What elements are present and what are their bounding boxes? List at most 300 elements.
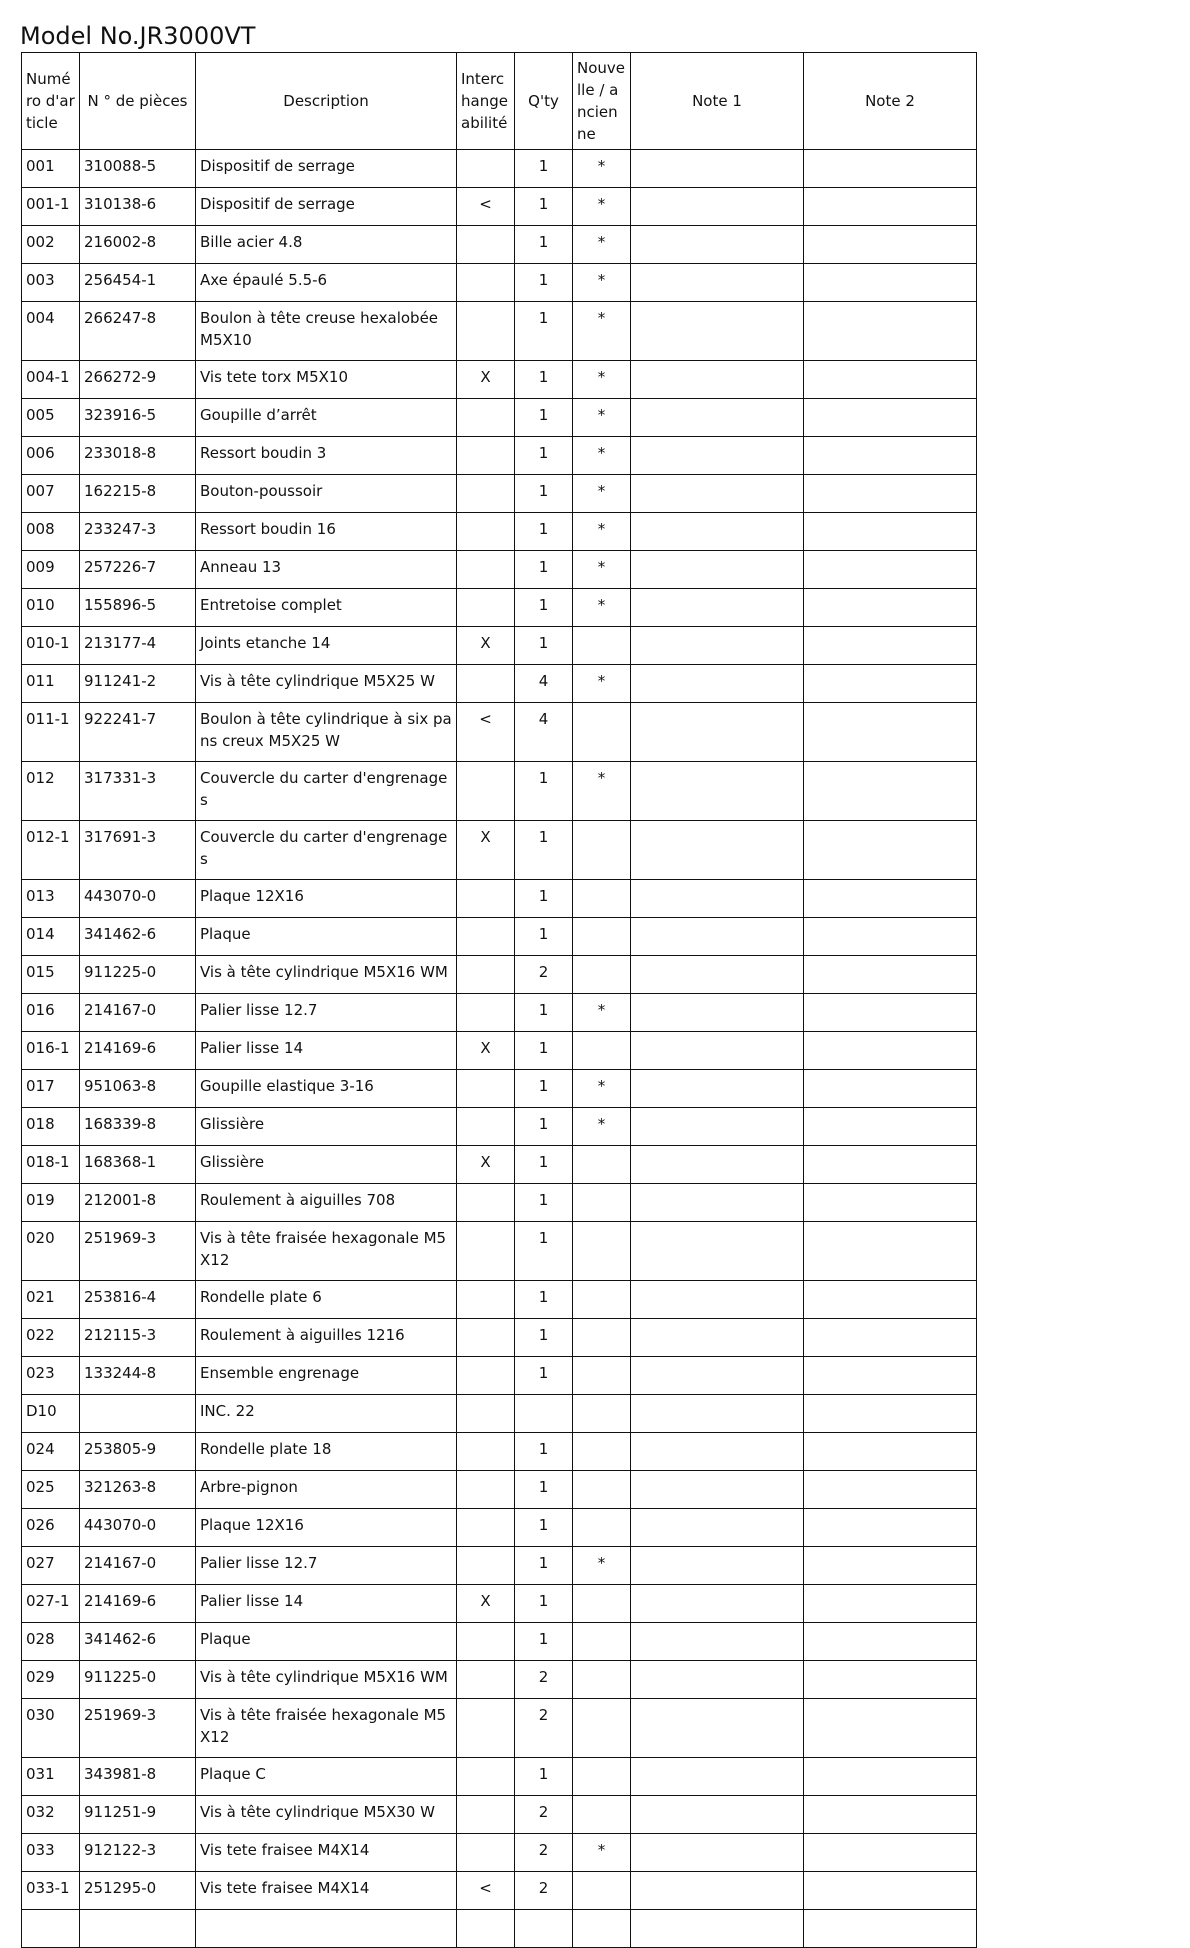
cell-note-1 — [631, 1146, 804, 1184]
cell-description: Vis à tête cylindrique M5X16 WM — [196, 1661, 457, 1699]
cell-new-old — [573, 703, 631, 762]
cell-item-number: 018 — [22, 1108, 80, 1146]
table-row — [22, 1585, 977, 1623]
cell-description: Ressort boudin 16 — [196, 513, 457, 551]
cell-new-old — [573, 1184, 631, 1222]
cell-quantity: 1 — [515, 1319, 573, 1357]
cell-part-number: 253816-4 — [80, 1281, 196, 1319]
cell-item-number: 002 — [22, 226, 80, 264]
table-row — [22, 665, 977, 703]
cell-item-number: 019 — [22, 1184, 80, 1222]
cell-quantity: 1 — [515, 1146, 573, 1184]
table-row — [22, 821, 977, 880]
cell-quantity: 1 — [515, 1070, 573, 1108]
cell-interchangeability — [457, 880, 515, 918]
cell-new-old — [573, 1661, 631, 1699]
cell-description: Ensemble engrenage — [196, 1357, 457, 1395]
cell-note-2 — [804, 956, 977, 994]
cell-note-1 — [631, 1834, 804, 1872]
cell-interchangeability — [457, 1184, 515, 1222]
cell-interchangeability — [457, 1699, 515, 1758]
cell-part-number: 317331-3 — [80, 762, 196, 821]
cell-part-number: 341462-6 — [80, 918, 196, 956]
cell-item-number: D10 — [22, 1395, 80, 1433]
table-row — [22, 399, 977, 437]
cell-note-1 — [631, 1319, 804, 1357]
cell-part-number: 213177-4 — [80, 627, 196, 665]
cell-note-1 — [631, 1070, 804, 1108]
column-header-description: Description — [196, 53, 457, 150]
cell-description: Boulon à tête creuse hexalobée M5X10 — [196, 302, 457, 361]
cell-note-2 — [804, 1032, 977, 1070]
cell-item-number: 027 — [22, 1547, 80, 1585]
cell-item-number: 020 — [22, 1222, 80, 1281]
cell-new-old: * — [573, 762, 631, 821]
table-row — [22, 361, 977, 399]
cell-part-number: 443070-0 — [80, 880, 196, 918]
cell-quantity: 2 — [515, 1872, 573, 1910]
cell-note-2 — [804, 437, 977, 475]
cell-note-2 — [804, 1357, 977, 1395]
cell-new-old: * — [573, 1547, 631, 1585]
cell-note-1 — [631, 627, 804, 665]
table-row — [22, 513, 977, 551]
cell-interchangeability — [457, 956, 515, 994]
cell-interchangeability — [457, 1547, 515, 1585]
cell-note-1 — [631, 665, 804, 703]
cell-interchangeability — [457, 437, 515, 475]
cell-note-2 — [804, 1872, 977, 1910]
cell-new-old: * — [573, 437, 631, 475]
cell-note-1 — [631, 361, 804, 399]
column-header-item: Numéro d'article — [22, 53, 80, 150]
cell-note-1 — [631, 1222, 804, 1281]
cell-new-old — [573, 1872, 631, 1910]
cell-item-number: 032 — [22, 1796, 80, 1834]
cell-note-2 — [804, 918, 977, 956]
column-header-part: N ° de pièces — [80, 53, 196, 150]
cell-quantity: 1 — [515, 1184, 573, 1222]
table-row — [22, 1032, 977, 1070]
cell-part-number: 251969-3 — [80, 1222, 196, 1281]
cell-part-number: 266247-8 — [80, 302, 196, 361]
cell-part-number: 212001-8 — [80, 1184, 196, 1222]
cell-note-2 — [804, 1910, 977, 1948]
cell-note-2 — [804, 880, 977, 918]
cell-item-number: 016-1 — [22, 1032, 80, 1070]
cell-new-old — [573, 1699, 631, 1758]
table-row — [22, 880, 977, 918]
cell-new-old — [573, 1585, 631, 1623]
cell-part-number: 133244-8 — [80, 1357, 196, 1395]
cell-note-1 — [631, 437, 804, 475]
cell-note-1 — [631, 1433, 804, 1471]
cell-item-number: 010-1 — [22, 627, 80, 665]
cell-interchangeability: X — [457, 1585, 515, 1623]
cell-quantity: 1 — [515, 762, 573, 821]
cell-note-2 — [804, 1758, 977, 1796]
cell-description: Ressort boudin 3 — [196, 437, 457, 475]
cell-description: Axe épaulé 5.5-6 — [196, 264, 457, 302]
cell-note-2 — [804, 1699, 977, 1758]
cell-description: Plaque 12X16 — [196, 1509, 457, 1547]
cell-item-number: 008 — [22, 513, 80, 551]
cell-item-number: 012 — [22, 762, 80, 821]
cell-part-number: 911251-9 — [80, 1796, 196, 1834]
cell-item-number: 004 — [22, 302, 80, 361]
cell-note-1 — [631, 1108, 804, 1146]
cell-item-number: 007 — [22, 475, 80, 513]
table-row — [22, 1433, 977, 1471]
cell-part-number: 922241-7 — [80, 703, 196, 762]
cell-interchangeability: X — [457, 627, 515, 665]
cell-interchangeability — [457, 551, 515, 589]
cell-quantity: 1 — [515, 1758, 573, 1796]
cell-note-1 — [631, 1357, 804, 1395]
cell-part-number: 233247-3 — [80, 513, 196, 551]
cell-interchangeability — [457, 1108, 515, 1146]
cell-note-1 — [631, 994, 804, 1032]
cell-interchangeability — [457, 1471, 515, 1509]
cell-new-old: * — [573, 188, 631, 226]
cell-interchangeability — [457, 1433, 515, 1471]
cell-part-number: 214169-6 — [80, 1585, 196, 1623]
cell-note-1 — [631, 399, 804, 437]
cell-note-2 — [804, 226, 977, 264]
cell-new-old — [573, 1623, 631, 1661]
cell-interchangeability — [457, 918, 515, 956]
cell-quantity: 4 — [515, 703, 573, 762]
cell-description: Glissière — [196, 1108, 457, 1146]
cell-item-number: 001 — [22, 150, 80, 188]
cell-description: Palier lisse 14 — [196, 1585, 457, 1623]
cell-new-old — [573, 1222, 631, 1281]
cell-description: Vis à tête fraisée hexagonale M5X12 — [196, 1699, 457, 1758]
cell-part-number: 214169-6 — [80, 1032, 196, 1070]
cell-item-number: 024 — [22, 1433, 80, 1471]
cell-interchangeability — [457, 1222, 515, 1281]
cell-new-old: * — [573, 1834, 631, 1872]
cell-interchangeability — [457, 399, 515, 437]
cell-item-number: 031 — [22, 1758, 80, 1796]
cell-item-number: 010 — [22, 589, 80, 627]
cell-new-old — [573, 1796, 631, 1834]
cell-part-number: 257226-7 — [80, 551, 196, 589]
cell-interchangeability: X — [457, 1032, 515, 1070]
cell-item-number: 025 — [22, 1471, 80, 1509]
cell-item-number: 033-1 — [22, 1872, 80, 1910]
cell-interchangeability — [457, 1395, 515, 1433]
table-row — [22, 1758, 977, 1796]
cell-item-number: 006 — [22, 437, 80, 475]
page-title: Model No.JR3000VT — [20, 22, 256, 50]
table-row — [22, 1910, 977, 1948]
cell-interchangeability — [457, 1509, 515, 1547]
cell-quantity: 2 — [515, 1699, 573, 1758]
table-row — [22, 1281, 977, 1319]
cell-quantity: 1 — [515, 302, 573, 361]
cell-quantity: 1 — [515, 627, 573, 665]
cell-note-2 — [804, 1070, 977, 1108]
table-row — [22, 589, 977, 627]
table-row — [22, 1699, 977, 1758]
cell-item-number: 027-1 — [22, 1585, 80, 1623]
cell-item-number: 004-1 — [22, 361, 80, 399]
table-row — [22, 1661, 977, 1699]
cell-interchangeability — [457, 150, 515, 188]
cell-new-old — [573, 1395, 631, 1433]
cell-part-number: 310138-6 — [80, 188, 196, 226]
table-row — [22, 956, 977, 994]
cell-note-1 — [631, 1796, 804, 1834]
cell-new-old — [573, 956, 631, 994]
cell-interchangeability — [457, 226, 515, 264]
cell-item-number: 012-1 — [22, 821, 80, 880]
cell-new-old — [573, 918, 631, 956]
cell-description — [196, 1910, 457, 1948]
column-header-interchangeability: Interchangeabilité — [457, 53, 515, 150]
cell-part-number: 341462-6 — [80, 1623, 196, 1661]
cell-part-number: 912122-3 — [80, 1834, 196, 1872]
cell-note-2 — [804, 1623, 977, 1661]
cell-note-2 — [804, 361, 977, 399]
table-row — [22, 1070, 977, 1108]
cell-new-old — [573, 1509, 631, 1547]
column-header-note-1: Note 1 — [631, 53, 804, 150]
cell-description: Plaque — [196, 918, 457, 956]
cell-interchangeability: X — [457, 821, 515, 880]
cell-quantity: 1 — [515, 513, 573, 551]
cell-quantity: 1 — [515, 1357, 573, 1395]
cell-quantity: 2 — [515, 1661, 573, 1699]
cell-note-2 — [804, 551, 977, 589]
cell-item-number: 017 — [22, 1070, 80, 1108]
cell-note-2 — [804, 821, 977, 880]
cell-interchangeability — [457, 1758, 515, 1796]
cell-new-old: * — [573, 475, 631, 513]
table-row — [22, 264, 977, 302]
cell-description: Couvercle du carter d'engrenages — [196, 762, 457, 821]
cell-note-2 — [804, 1585, 977, 1623]
cell-quantity: 1 — [515, 551, 573, 589]
cell-note-2 — [804, 1222, 977, 1281]
cell-note-2 — [804, 1184, 977, 1222]
cell-description: Roulement à aiguilles 708 — [196, 1184, 457, 1222]
cell-interchangeability: < — [457, 188, 515, 226]
cell-new-old: * — [573, 665, 631, 703]
cell-description: Vis tete fraisee M4X14 — [196, 1872, 457, 1910]
table-row — [22, 437, 977, 475]
cell-note-1 — [631, 188, 804, 226]
cell-item-number: 013 — [22, 880, 80, 918]
cell-description: Palier lisse 12.7 — [196, 1547, 457, 1585]
cell-description: Palier lisse 12.7 — [196, 994, 457, 1032]
cell-part-number: 162215-8 — [80, 475, 196, 513]
cell-quantity: 1 — [515, 821, 573, 880]
cell-item-number: 005 — [22, 399, 80, 437]
cell-part-number: 266272-9 — [80, 361, 196, 399]
table-body — [22, 150, 977, 1948]
table-row — [22, 1872, 977, 1910]
cell-new-old — [573, 821, 631, 880]
cell-note-1 — [631, 1585, 804, 1623]
cell-new-old — [573, 1433, 631, 1471]
cell-quantity: 1 — [515, 1222, 573, 1281]
cell-quantity: 2 — [515, 1834, 573, 1872]
cell-interchangeability — [457, 589, 515, 627]
cell-description: Glissière — [196, 1146, 457, 1184]
cell-item-number: 022 — [22, 1319, 80, 1357]
cell-note-2 — [804, 994, 977, 1032]
table-row — [22, 703, 977, 762]
cell-part-number: 214167-0 — [80, 1547, 196, 1585]
cell-interchangeability — [457, 264, 515, 302]
table-row — [22, 1357, 977, 1395]
cell-quantity: 1 — [515, 475, 573, 513]
table-row — [22, 302, 977, 361]
cell-new-old: * — [573, 1108, 631, 1146]
cell-quantity: 1 — [515, 226, 573, 264]
cell-description: INC. 22 — [196, 1395, 457, 1433]
cell-note-1 — [631, 302, 804, 361]
cell-note-2 — [804, 1433, 977, 1471]
cell-description: Vis à tête cylindrique M5X16 WM — [196, 956, 457, 994]
column-header-qty: Q'ty — [515, 53, 573, 150]
cell-description: Vis à tête fraisée hexagonale M5X12 — [196, 1222, 457, 1281]
table-row — [22, 1547, 977, 1585]
cell-note-2 — [804, 1471, 977, 1509]
cell-note-2 — [804, 1661, 977, 1699]
column-header-note-2: Note 2 — [804, 53, 977, 150]
cell-note-1 — [631, 880, 804, 918]
cell-note-1 — [631, 150, 804, 188]
cell-note-2 — [804, 1395, 977, 1433]
cell-quantity: 1 — [515, 1471, 573, 1509]
table-row — [22, 1222, 977, 1281]
cell-item-number: 026 — [22, 1509, 80, 1547]
cell-item-number: 011 — [22, 665, 80, 703]
cell-description: Rondelle plate 6 — [196, 1281, 457, 1319]
cell-new-old — [573, 1032, 631, 1070]
cell-quantity: 2 — [515, 1796, 573, 1834]
table-row — [22, 1471, 977, 1509]
cell-item-number: 029 — [22, 1661, 80, 1699]
cell-description: Palier lisse 14 — [196, 1032, 457, 1070]
cell-note-1 — [631, 1184, 804, 1222]
cell-description: Vis tete fraisee M4X14 — [196, 1834, 457, 1872]
cell-note-1 — [631, 1395, 804, 1433]
cell-description: Plaque — [196, 1623, 457, 1661]
cell-description: Plaque C — [196, 1758, 457, 1796]
cell-interchangeability — [457, 1910, 515, 1948]
cell-interchangeability: X — [457, 1146, 515, 1184]
cell-note-2 — [804, 1547, 977, 1585]
cell-description: Dispositif de serrage — [196, 150, 457, 188]
cell-quantity: 1 — [515, 994, 573, 1032]
cell-new-old — [573, 880, 631, 918]
cell-new-old: * — [573, 150, 631, 188]
cell-part-number: 343981-8 — [80, 1758, 196, 1796]
cell-description: Vis tete torx M5X10 — [196, 361, 457, 399]
cell-note-1 — [631, 1661, 804, 1699]
cell-description: Bille acier 4.8 — [196, 226, 457, 264]
cell-note-2 — [804, 302, 977, 361]
cell-note-2 — [804, 703, 977, 762]
cell-description: Roulement à aiguilles 1216 — [196, 1319, 457, 1357]
cell-new-old — [573, 1910, 631, 1948]
cell-note-2 — [804, 1834, 977, 1872]
cell-quantity: 2 — [515, 956, 573, 994]
cell-description: Plaque 12X16 — [196, 880, 457, 918]
cell-description: Boulon à tête cylindrique à six pans creux M5X25 W — [196, 703, 457, 762]
cell-quantity: 1 — [515, 188, 573, 226]
cell-new-old: * — [573, 226, 631, 264]
table-row — [22, 1395, 977, 1433]
column-header-new-old: Nouvelle / ancienne — [573, 53, 631, 150]
cell-item-number: 009 — [22, 551, 80, 589]
cell-note-1 — [631, 226, 804, 264]
cell-note-2 — [804, 1146, 977, 1184]
cell-note-1 — [631, 703, 804, 762]
cell-quantity: 1 — [515, 1108, 573, 1146]
cell-note-2 — [804, 513, 977, 551]
cell-part-number: 321263-8 — [80, 1471, 196, 1509]
cell-description: Vis à tête cylindrique M5X30 W — [196, 1796, 457, 1834]
cell-new-old: * — [573, 1070, 631, 1108]
cell-part-number: 911225-0 — [80, 956, 196, 994]
cell-item-number: 028 — [22, 1623, 80, 1661]
cell-new-old: * — [573, 399, 631, 437]
cell-quantity: 1 — [515, 1585, 573, 1623]
cell-new-old — [573, 1357, 631, 1395]
cell-item-number: 021 — [22, 1281, 80, 1319]
cell-part-number: 168368-1 — [80, 1146, 196, 1184]
cell-description: Bouton-poussoir — [196, 475, 457, 513]
cell-quantity: 1 — [515, 399, 573, 437]
cell-quantity: 1 — [515, 361, 573, 399]
cell-part-number — [80, 1910, 196, 1948]
table-row — [22, 994, 977, 1032]
table-row — [22, 150, 977, 188]
table-row — [22, 762, 977, 821]
cell-new-old — [573, 1471, 631, 1509]
cell-new-old: * — [573, 302, 631, 361]
cell-part-number: 310088-5 — [80, 150, 196, 188]
cell-part-number: 214167-0 — [80, 994, 196, 1032]
cell-note-1 — [631, 821, 804, 880]
cell-quantity: 1 — [515, 918, 573, 956]
cell-interchangeability — [457, 1070, 515, 1108]
cell-description: Entretoise complet — [196, 589, 457, 627]
cell-note-1 — [631, 264, 804, 302]
cell-note-1 — [631, 1623, 804, 1661]
cell-interchangeability: < — [457, 1872, 515, 1910]
cell-new-old: * — [573, 361, 631, 399]
cell-note-1 — [631, 513, 804, 551]
table-row — [22, 226, 977, 264]
cell-interchangeability — [457, 1623, 515, 1661]
cell-note-1 — [631, 1547, 804, 1585]
cell-note-2 — [804, 627, 977, 665]
cell-quantity: 1 — [515, 1547, 573, 1585]
cell-quantity — [515, 1910, 573, 1948]
cell-note-1 — [631, 1910, 804, 1948]
cell-description: Couvercle du carter d'engrenages — [196, 821, 457, 880]
table-row — [22, 1108, 977, 1146]
table-row — [22, 1184, 977, 1222]
cell-note-1 — [631, 1699, 804, 1758]
cell-new-old — [573, 627, 631, 665]
